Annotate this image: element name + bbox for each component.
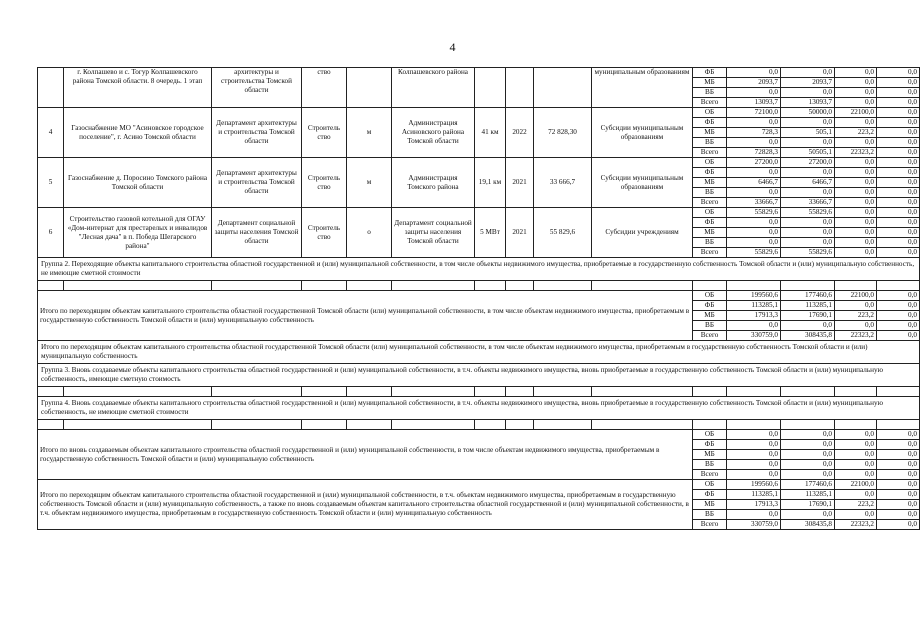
fin-source-cell: ФБ (693, 118, 727, 128)
fin-value-cell: 0,0 (877, 510, 920, 520)
table-body (38, 68, 920, 530)
customer-cell: Департамент архитектуры и строительства Томской области (212, 158, 302, 208)
object-number-cell: 4 (38, 108, 64, 158)
total-label-cell: Итого по переходящим объектам капитального строительства областной государственной и (или) муниципальной собственности, в т.ч. объектам недвижимого имущества, приобретаемым в государственную собственность Томской области и (или) муниципальную собственность, а также по вновь создаваемым объектам капитального строительства областной государственной и (или) муниципальной собственности, в т.ч. объектам недвижимого имущества, приобретаемым в государственную собственность Томской области и (или) муниципальную собственность (38, 480, 693, 530)
fin-value-cell: 0,0 (781, 118, 835, 128)
fin-value-cell: 6466,7 (781, 178, 835, 188)
fin-value-cell: 0,0 (877, 148, 920, 158)
blank-cell (835, 387, 877, 397)
blank-cell (534, 420, 592, 430)
fin-value-cell: 0,0 (835, 68, 877, 78)
blank-cell (534, 281, 592, 291)
fin-source-cell: ВБ (693, 321, 727, 331)
fin-value-cell: 0,0 (877, 208, 920, 218)
fin-source-cell: ВБ (693, 510, 727, 520)
fin-source-cell: ВБ (693, 238, 727, 248)
fin-value-cell: 72100,0 (727, 108, 781, 118)
table-row (38, 68, 920, 78)
fin-value-cell: 0,0 (781, 450, 835, 460)
blank-cell (38, 281, 64, 291)
fin-value-cell: 0,0 (877, 321, 920, 331)
fin-value-cell: 0,0 (727, 168, 781, 178)
fin-value-cell: 22100,0 (835, 108, 877, 118)
fin-value-cell: 55829,6 (727, 248, 781, 258)
fin-source-cell: МБ (693, 500, 727, 510)
customer-cell: Департамент социальной защиты населения Томской области (212, 208, 302, 258)
fin-value-cell: 0,0 (727, 450, 781, 460)
fin-value-cell: 199560,6 (727, 480, 781, 490)
fin-source-cell: ВБ (693, 138, 727, 148)
object-name-cell: Газоснабжение МО "Асиновское городское поселение", г. Асино Томской области (64, 108, 212, 158)
blank-cell (392, 420, 475, 430)
capacity-cell: 19,1 км (475, 158, 506, 208)
fin-value-cell: 113285,1 (781, 301, 835, 311)
blank-cell (592, 420, 693, 430)
object-name-cell: г. Колпашево и с. Тогур Колпашевского района Томской области. 8 очередь. 1 этап (64, 68, 212, 108)
blank-cell (693, 420, 727, 430)
fin-value-cell: 0,0 (835, 440, 877, 450)
fin-value-cell: 0,0 (877, 490, 920, 500)
fin-value-cell: 0,0 (835, 510, 877, 520)
fin-value-cell: 113285,1 (727, 301, 781, 311)
group-heading-cell: Группа 4. Вновь создаваемые объекты капитального строительства областной государственной и (или) муниципальной собственности, в т.ч. объекты недвижимого имущества, вновь приобретаемые в государственную собственность Томской области и (или) муниципальную собственность, не имеющие сметной стоимости (38, 397, 920, 420)
fin-value-cell: 0,0 (877, 440, 920, 450)
fin-source-cell: МБ (693, 78, 727, 88)
fin-value-cell: 17690,1 (781, 311, 835, 321)
fin-source-cell: Всего (693, 148, 727, 158)
fin-source-cell: Всего (693, 520, 727, 530)
fin-value-cell: 33666,7 (781, 198, 835, 208)
fin-value-cell: 0,0 (835, 78, 877, 88)
fin-source-cell: ОБ (693, 158, 727, 168)
fin-value-cell: 0,0 (727, 440, 781, 450)
blank-cell (212, 420, 302, 430)
fin-value-cell: 0,0 (877, 178, 920, 188)
fin-value-cell: 27200,0 (781, 158, 835, 168)
fin-value-cell: 505,1 (781, 128, 835, 138)
fin-value-cell: 0,0 (877, 430, 920, 440)
capacity-cell (475, 68, 506, 108)
fin-value-cell: 72828,3 (727, 148, 781, 158)
fin-value-cell: 0,0 (727, 118, 781, 128)
blank-cell (506, 281, 534, 291)
fin-value-cell: 17913,3 (727, 311, 781, 321)
fin-value-cell: 223,2 (835, 128, 877, 138)
group-heading-row (38, 258, 920, 281)
page-number: 4 (449, 40, 456, 54)
fin-value-cell: 55829,6 (727, 208, 781, 218)
fin-value-cell: 177460,6 (781, 291, 835, 301)
capital-construction-table (37, 67, 920, 530)
table-row (38, 208, 920, 218)
fin-value-cell: 177460,6 (781, 480, 835, 490)
fin-source-cell: ВБ (693, 88, 727, 98)
blank-cell (64, 281, 212, 291)
fin-value-cell: 27200,0 (727, 158, 781, 168)
blank-cell (347, 281, 392, 291)
fin-source-cell: ФБ (693, 168, 727, 178)
fin-value-cell: 0,0 (835, 460, 877, 470)
fin-value-cell: 22323,2 (835, 331, 877, 341)
fin-value-cell: 22100,0 (835, 480, 877, 490)
fin-source-cell: Всего (693, 470, 727, 480)
blank-cell (38, 387, 64, 397)
fin-value-cell: 0,0 (877, 98, 920, 108)
year-cell (506, 68, 534, 108)
object-name-cell: Газоснабжение д. Поросино Томского района Томской области (64, 158, 212, 208)
blank-cell (506, 387, 534, 397)
fin-value-cell: 0,0 (835, 138, 877, 148)
work-type-cell: Строитель ство (302, 158, 347, 208)
operator-cell: Департамент социальной защиты населения Томской области (392, 208, 475, 258)
blank-cell (835, 420, 877, 430)
investment-table-wrap (37, 67, 917, 530)
blank-cell (212, 281, 302, 291)
blank-cell (302, 387, 347, 397)
fin-source-cell: МБ (693, 450, 727, 460)
fin-value-cell: 0,0 (835, 198, 877, 208)
work-type-cell: ство (302, 68, 347, 108)
year-cell: 2022 (506, 108, 534, 158)
object-number-cell: 5 (38, 158, 64, 208)
fin-value-cell: 0,0 (727, 88, 781, 98)
work-type-cell: Строитель ство (302, 108, 347, 158)
blank-cell (64, 420, 212, 430)
fin-value-cell: 0,0 (877, 68, 920, 78)
fin-source-cell: Всего (693, 198, 727, 208)
blank-cell (347, 387, 392, 397)
blank-cell (302, 420, 347, 430)
fin-source-cell: ФБ (693, 490, 727, 500)
cost-cell: 55 829,6 (534, 208, 592, 258)
customer-cell: архитектуры и строительства Томской области (212, 68, 302, 108)
fin-value-cell: 0,0 (727, 228, 781, 238)
fin-value-cell: 33666,7 (727, 198, 781, 208)
fin-source-cell: ФБ (693, 68, 727, 78)
blank-cell (534, 387, 592, 397)
total-label-cell: Итого по вновь создаваемым объектам капитального строительства областной государственной и (или) муниципальной собственности, в том числе объектам недвижимого имущества, приобретаемым в государственную собственность Томской области и (или) муниципальную собственность (38, 430, 693, 480)
fin-value-cell: 13093,7 (781, 98, 835, 108)
fin-value-cell: 0,0 (835, 218, 877, 228)
fin-value-cell: 308435,8 (781, 331, 835, 341)
fin-value-cell: 0,0 (727, 218, 781, 228)
fin-value-cell: 0,0 (877, 168, 920, 178)
fin-value-cell: 6466,7 (727, 178, 781, 188)
blank-cell (592, 387, 693, 397)
fin-value-cell: 0,0 (835, 450, 877, 460)
fin-value-cell: 0,0 (877, 331, 920, 341)
blank-cell (727, 387, 781, 397)
operator-cell: Администрация Томского района (392, 158, 475, 208)
blank-cell (475, 420, 506, 430)
group-heading-row (38, 364, 920, 387)
fin-value-cell: 113285,1 (781, 490, 835, 500)
fin-value-cell: 0,0 (835, 430, 877, 440)
total-row (38, 430, 920, 440)
blank-row (38, 387, 920, 397)
fin-source-cell: ВБ (693, 188, 727, 198)
fin-source-cell: МБ (693, 228, 727, 238)
fin-value-cell: 0,0 (877, 470, 920, 480)
funding-form-cell: Субсидии учреждениям (592, 208, 693, 258)
fin-source-cell: ВБ (693, 460, 727, 470)
object-number-cell (38, 68, 64, 108)
fin-source-cell: МБ (693, 311, 727, 321)
property-kind-cell: о (347, 208, 392, 258)
blank-cell (693, 387, 727, 397)
fin-value-cell: 0,0 (877, 228, 920, 238)
fin-value-cell: 0,0 (877, 88, 920, 98)
blank-row (38, 420, 920, 430)
fin-value-cell: 55829,6 (781, 248, 835, 258)
fin-source-cell: ФБ (693, 301, 727, 311)
blank-cell (693, 281, 727, 291)
fin-value-cell: 0,0 (835, 301, 877, 311)
blank-cell (835, 281, 877, 291)
total-label-cell: Итого по переходящим объектам капитального строительства областной государственной Томской области (или) муниципальной собственности, в том числе объектам недвижимого имущества, приобретаемым в государственную собственность Томской области и (или) муниципальную собственность (38, 291, 693, 341)
fin-value-cell: 0,0 (727, 138, 781, 148)
fin-value-cell: 50000,0 (781, 108, 835, 118)
fin-source-cell: ОБ (693, 480, 727, 490)
fin-value-cell: 0,0 (877, 450, 920, 460)
fin-source-cell: Всего (693, 248, 727, 258)
fin-value-cell: 0,0 (781, 188, 835, 198)
fin-value-cell: 0,0 (835, 178, 877, 188)
fin-value-cell: 0,0 (877, 78, 920, 88)
fin-source-cell: ФБ (693, 440, 727, 450)
fin-value-cell: 0,0 (835, 248, 877, 258)
fin-source-cell: МБ (693, 178, 727, 188)
group-heading-row (38, 397, 920, 420)
fin-value-cell: 0,0 (835, 490, 877, 500)
fin-value-cell: 0,0 (727, 68, 781, 78)
fin-value-cell: 55829,6 (781, 208, 835, 218)
fin-value-cell: 0,0 (877, 248, 920, 258)
blank-cell (38, 420, 64, 430)
fin-value-cell: 0,0 (781, 228, 835, 238)
fin-value-cell: 0,0 (781, 321, 835, 331)
property-kind-cell (347, 68, 392, 108)
blank-cell (781, 420, 835, 430)
fin-source-cell: МБ (693, 128, 727, 138)
blank-cell (64, 387, 212, 397)
group-heading-cell: Итого по переходящим объектам капитального строительства областной государственной Томской области (или) муниципальной собственности, в том числе объектам недвижимого имущества, приобретаемым в государственную собственность Томской области и (или) муниципальную собственность (38, 341, 920, 364)
fin-value-cell: 0,0 (835, 98, 877, 108)
table-row (38, 158, 920, 168)
fin-value-cell: 0,0 (835, 188, 877, 198)
fin-value-cell: 0,0 (781, 238, 835, 248)
fin-value-cell: 0,0 (877, 460, 920, 470)
blank-cell (302, 281, 347, 291)
year-cell: 2021 (506, 208, 534, 258)
fin-source-cell: Всего (693, 331, 727, 341)
object-name-cell: Строительство газовой котельной для ОГАУ «Дом-интернат для престарелых и инвалидов "Лесная дача" в п. Победа Шегарского района" (64, 208, 212, 258)
fin-value-cell: 0,0 (877, 500, 920, 510)
fin-value-cell: 0,0 (877, 188, 920, 198)
blank-cell (877, 387, 920, 397)
fin-value-cell: 22100,0 (835, 291, 877, 301)
fin-value-cell: 0,0 (877, 480, 920, 490)
fin-source-cell: Всего (693, 98, 727, 108)
blank-cell (727, 281, 781, 291)
fin-value-cell: 0,0 (781, 460, 835, 470)
fin-value-cell: 2093,7 (727, 78, 781, 88)
fin-value-cell: 0,0 (877, 520, 920, 530)
fin-value-cell: 0,0 (877, 311, 920, 321)
fin-value-cell: 0,0 (877, 138, 920, 148)
group-heading-cell: Группа 3. Вновь создаваемые объекты капитального строительства областной государственной и (или) муниципальной собственности, в т.ч. объекты недвижимого имущества, вновь приобретаемые в государственную собственность Томской области и (или) муниципальную собственность, имеющие сметную стоимость (38, 364, 920, 387)
funding-form-cell: муниципальным образованиям (592, 68, 693, 108)
fin-value-cell: 0,0 (835, 208, 877, 218)
cost-cell: 72 828,30 (534, 108, 592, 158)
fin-value-cell: 0,0 (727, 430, 781, 440)
fin-value-cell: 0,0 (781, 168, 835, 178)
fin-value-cell: 330759,0 (727, 331, 781, 341)
fin-value-cell: 0,0 (781, 440, 835, 450)
fin-value-cell: 0,0 (781, 218, 835, 228)
fin-value-cell: 0,0 (727, 470, 781, 480)
fin-value-cell: 0,0 (877, 238, 920, 248)
group-heading-row (38, 341, 920, 364)
property-kind-cell: м (347, 158, 392, 208)
fin-value-cell: 17690,1 (781, 500, 835, 510)
operator-cell: Администрация Асиновского района Томской области (392, 108, 475, 158)
capacity-cell: 41 км (475, 108, 506, 158)
fin-value-cell: 0,0 (877, 118, 920, 128)
blank-cell (592, 281, 693, 291)
fin-source-cell: ОБ (693, 208, 727, 218)
blank-cell (392, 387, 475, 397)
blank-cell (877, 420, 920, 430)
fin-value-cell: 0,0 (781, 68, 835, 78)
fin-value-cell: 0,0 (835, 158, 877, 168)
fin-value-cell: 0,0 (727, 321, 781, 331)
blank-cell (781, 387, 835, 397)
fin-value-cell: 0,0 (835, 118, 877, 128)
fin-value-cell: 0,0 (781, 510, 835, 520)
fin-value-cell: 223,2 (835, 500, 877, 510)
fin-value-cell: 2093,7 (781, 78, 835, 88)
capacity-cell: 5 МВт (475, 208, 506, 258)
fin-value-cell: 0,0 (877, 218, 920, 228)
object-number-cell: 6 (38, 208, 64, 258)
fin-source-cell: ОБ (693, 430, 727, 440)
work-type-cell: Строитель ство (302, 208, 347, 258)
fin-value-cell: 0,0 (835, 228, 877, 238)
fin-value-cell: 113285,1 (727, 490, 781, 500)
fin-value-cell: 13093,7 (727, 98, 781, 108)
fin-value-cell: 0,0 (727, 510, 781, 520)
customer-cell: Департамент архитектуры и строительства Томской области (212, 108, 302, 158)
fin-source-cell: ОБ (693, 291, 727, 301)
fin-value-cell: 0,0 (877, 128, 920, 138)
fin-value-cell: 199560,6 (727, 291, 781, 301)
fin-value-cell: 0,0 (781, 88, 835, 98)
fin-value-cell: 308435,8 (781, 520, 835, 530)
fin-value-cell: 0,0 (727, 460, 781, 470)
fin-value-cell: 0,0 (877, 301, 920, 311)
fin-value-cell: 330759,0 (727, 520, 781, 530)
property-kind-cell: м (347, 108, 392, 158)
operator-cell: Колпашевского района (392, 68, 475, 108)
fin-value-cell: 17913,3 (727, 500, 781, 510)
fin-source-cell: ФБ (693, 218, 727, 228)
blank-cell (781, 281, 835, 291)
blank-cell (347, 420, 392, 430)
fin-value-cell: 0,0 (877, 198, 920, 208)
fin-value-cell: 0,0 (727, 188, 781, 198)
blank-cell (392, 281, 475, 291)
table-row (38, 108, 920, 118)
fin-source-cell: ОБ (693, 108, 727, 118)
cost-cell (534, 68, 592, 108)
blank-cell (727, 420, 781, 430)
blank-cell (212, 387, 302, 397)
fin-value-cell: 0,0 (835, 88, 877, 98)
fin-value-cell: 728,3 (727, 128, 781, 138)
funding-form-cell: Субсидии муниципальным образованиям (592, 158, 693, 208)
fin-value-cell: 0,0 (727, 238, 781, 248)
fin-value-cell: 0,0 (781, 470, 835, 480)
fin-value-cell: 0,0 (781, 138, 835, 148)
group-heading-cell: Группа 2. Переходящие объекты капитального строительства областной государственной и (или) муниципальной собственности, в том числе объекты недвижимого имущества, приобретаемые в государственную собственность Томской области и (или) муниципальную собственность, не имеющие сметной стоимости (38, 258, 920, 281)
fin-value-cell: 0,0 (877, 158, 920, 168)
blank-row (38, 281, 920, 291)
year-cell: 2021 (506, 158, 534, 208)
fin-value-cell: 0,0 (877, 108, 920, 118)
blank-cell (506, 420, 534, 430)
fin-value-cell: 0,0 (835, 238, 877, 248)
total-row (38, 480, 920, 490)
fin-value-cell: 50505,1 (781, 148, 835, 158)
cost-cell: 33 666,7 (534, 158, 592, 208)
fin-value-cell: 0,0 (835, 321, 877, 331)
blank-cell (475, 281, 506, 291)
fin-value-cell: 22323,2 (835, 520, 877, 530)
funding-form-cell: Субсидии муниципальным образованиям (592, 108, 693, 158)
fin-value-cell: 22323,2 (835, 148, 877, 158)
fin-value-cell: 0,0 (835, 168, 877, 178)
fin-value-cell: 0,0 (781, 430, 835, 440)
blank-cell (475, 387, 506, 397)
fin-value-cell: 223,2 (835, 311, 877, 321)
blank-cell (877, 281, 920, 291)
total-row (38, 291, 920, 301)
fin-value-cell: 0,0 (835, 470, 877, 480)
fin-value-cell: 0,0 (877, 291, 920, 301)
